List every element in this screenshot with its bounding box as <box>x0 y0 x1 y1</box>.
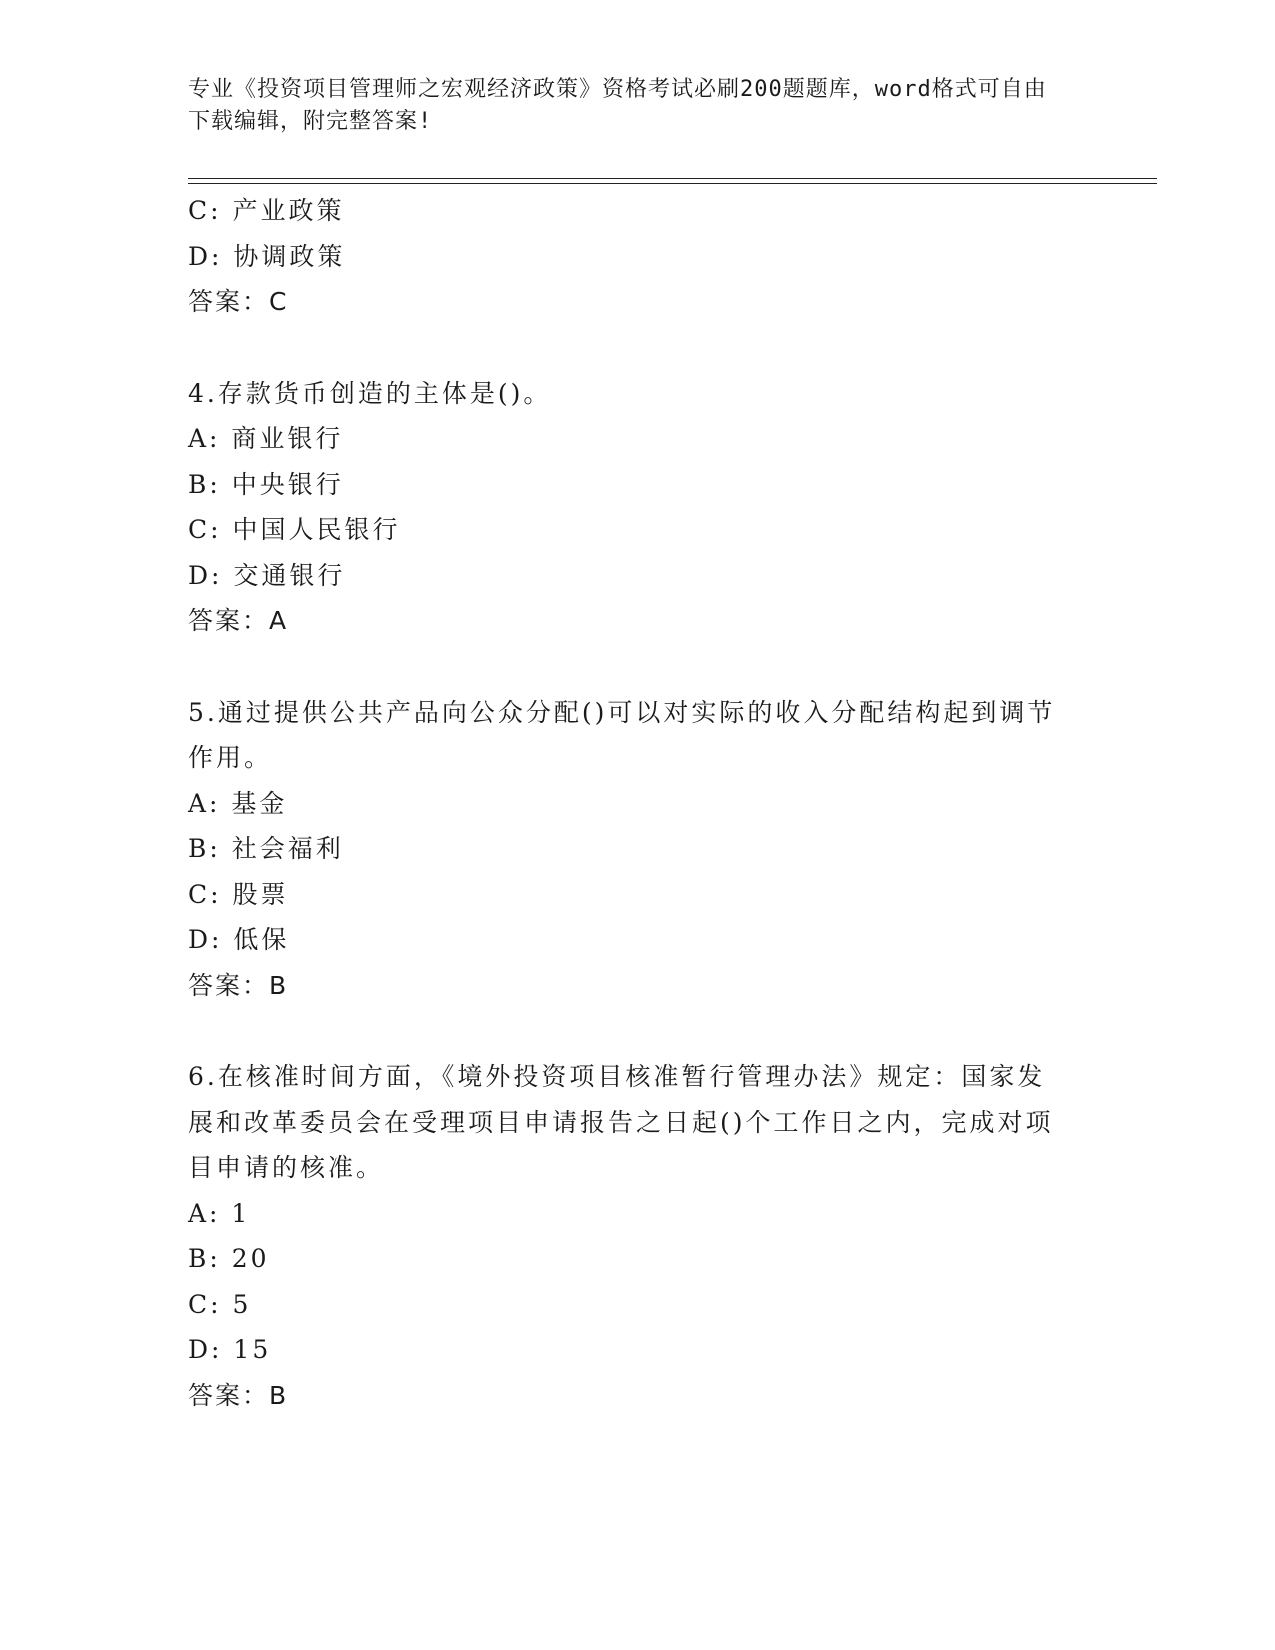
option-a: A: 基金 <box>188 788 288 818</box>
question-5 <box>188 690 1088 1009</box>
question-text: 6.在核准时间方面，《境外投资项目核准暂行管理办法》规定：国家发展和改革委员会在受理项目申请报告之日起()个工作日之内，完成对项目申请的核准。 <box>188 1062 1054 1182</box>
spacer <box>188 325 1088 371</box>
option-c: C: 5 <box>188 1289 252 1319</box>
option-d: D: 交通银行 <box>188 560 346 590</box>
question-list <box>188 188 1088 1418</box>
option-c: C: 股票 <box>188 879 289 909</box>
option-a: A: 1 <box>188 1198 251 1228</box>
option-d: D: 15 <box>188 1335 272 1364</box>
header-divider-bottom <box>188 183 1157 184</box>
question-6 <box>188 1054 1088 1418</box>
option-b: B: 社会福利 <box>188 834 344 863</box>
question-text: 5.通过提供公共产品向公众分配()可以对实际的收入分配结构起到调节作用。 <box>188 697 1056 772</box>
option-c: C: 中国人民银行 <box>188 515 401 544</box>
answer-line: 答案：B <box>188 1380 289 1410</box>
option-d: D: 低保 <box>188 925 290 954</box>
option-b: B: 中央银行 <box>188 469 344 499</box>
option-b: B: 20 <box>188 1244 270 1273</box>
answer-line: 答案：B <box>188 970 289 1000</box>
option-a: A: 商业银行 <box>188 424 344 453</box>
question-text: 4.存款货币创造的主体是()。 <box>188 378 552 408</box>
option-c: C: 产业政策 <box>188 196 345 225</box>
document-header: 专业《投资项目管理师之宏观经济政策》资格考试必刷200题题库，word格式可自由下载编辑，附完整答案! <box>188 77 1047 134</box>
question-4 <box>188 371 1088 644</box>
answer-line: 答案：A <box>188 606 289 635</box>
answer-line: 答案：C <box>188 287 289 316</box>
spacer <box>188 644 1088 690</box>
header-divider-top <box>188 178 1157 179</box>
spacer <box>188 1008 1088 1054</box>
option-d: D: 协调政策 <box>188 241 346 271</box>
question-3 <box>188 188 1088 325</box>
